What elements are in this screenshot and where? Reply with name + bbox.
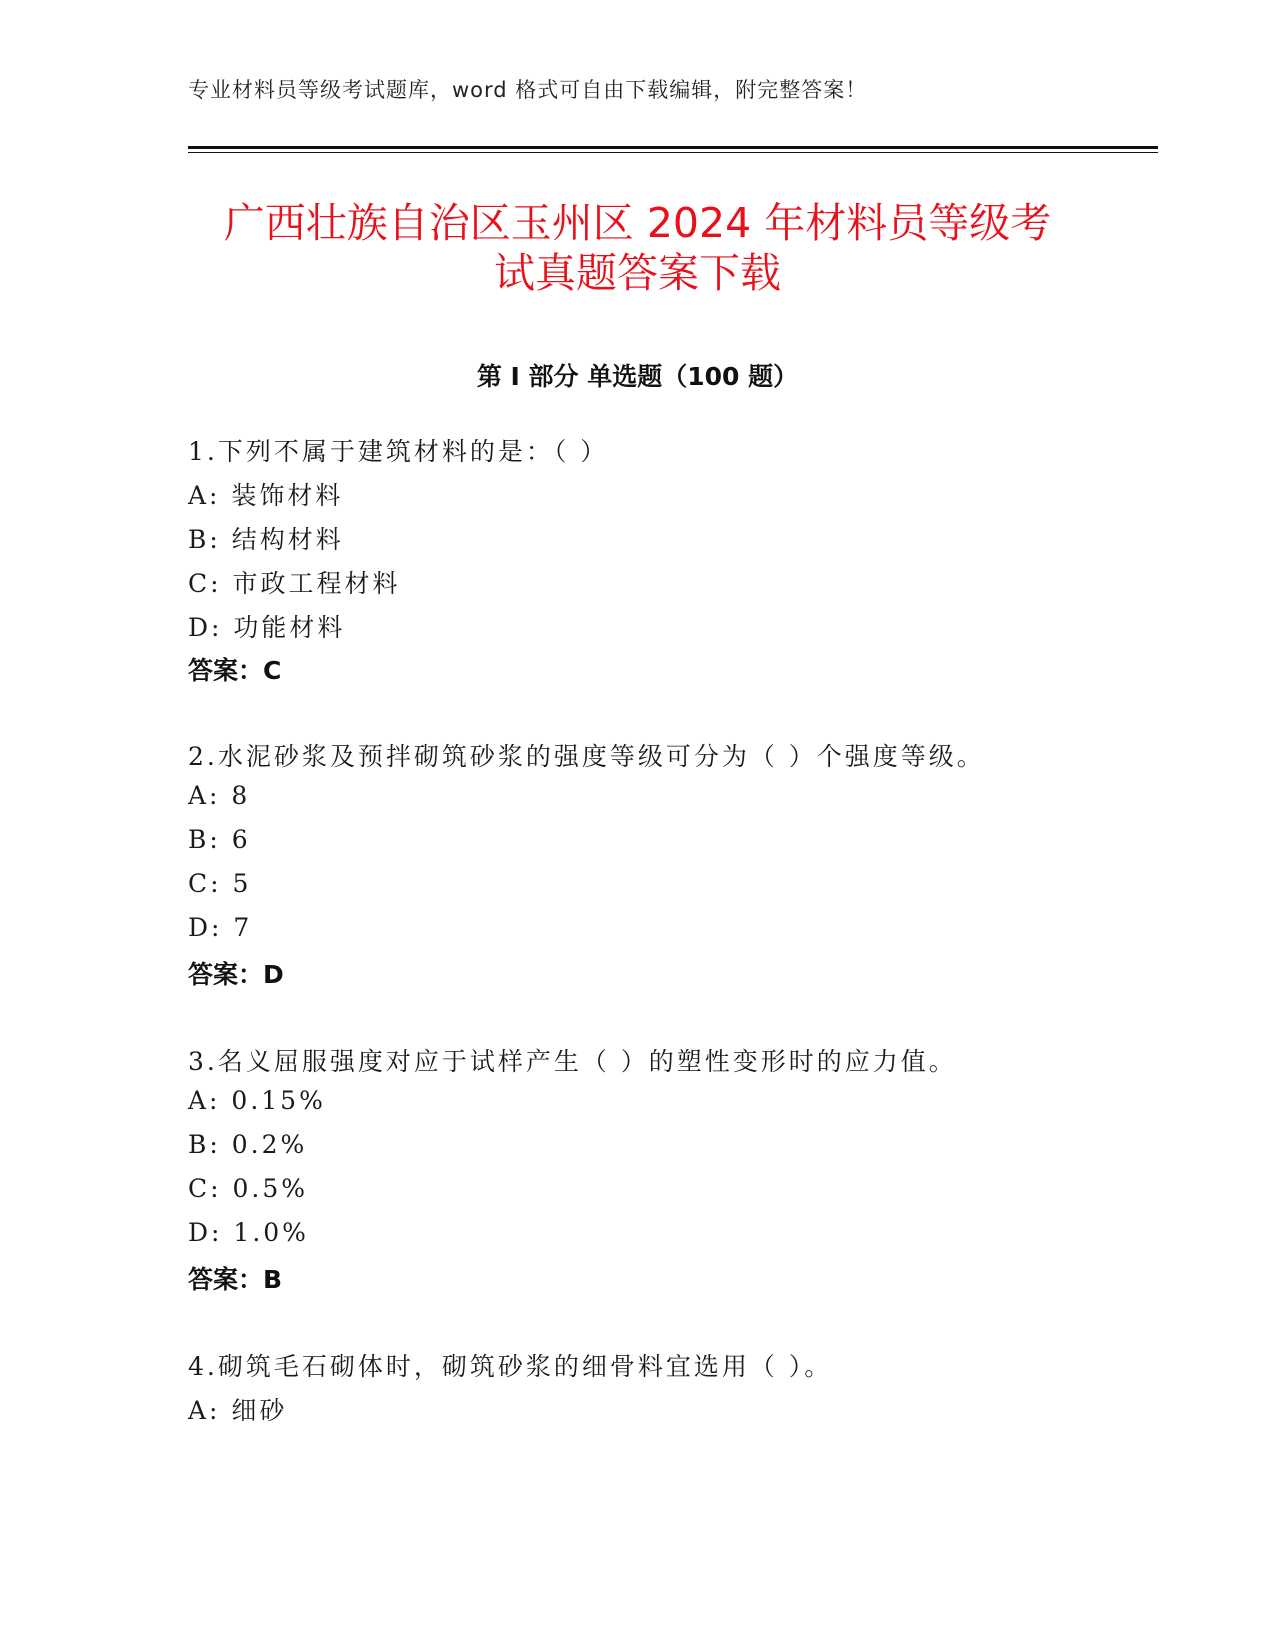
header-rule-thick [188, 146, 1158, 149]
question-2-option-a: A: 8 [188, 781, 251, 810]
question-1-option-a: A: 装饰材料 [188, 481, 344, 510]
question-4-stem: 4.砌筑毛石砌体时，砌筑砂浆的细骨料宜选用（ ）。 [188, 1352, 833, 1381]
question-3-option-d: D: 1.0% [188, 1218, 309, 1247]
question-2-option-b: B: 6 [188, 825, 251, 854]
title-line-2: 试真题答案下载 [494, 249, 781, 297]
question-3-option-c: C: 0.5% [188, 1174, 309, 1203]
question-3-option-a: A: 0.15% [188, 1086, 326, 1115]
question-1-option-d: D: 功能材料 [188, 613, 346, 642]
title-line-1: 广西壮族自治区玉州区 2024 年材料员等级考 [223, 199, 1052, 247]
question-2-answer: 答案：D [188, 960, 284, 989]
question-2-stem: 2.水泥砂浆及预拌砌筑砂浆的强度等级可分为（ ）个强度等级。 [188, 742, 985, 771]
question-1-stem: 1.下列不属于建筑材料的是：（ ） [188, 437, 609, 466]
header-rule-thin [188, 152, 1158, 153]
question-3-stem: 3.名义屈服强度对应于试样产生（ ）的塑性变形时的应力值。 [188, 1047, 957, 1076]
question-3-option-b: B: 0.2% [188, 1130, 308, 1159]
question-3-answer: 答案：B [188, 1265, 283, 1294]
header-note: 专业材料员等级考试题库，word 格式可自由下载编辑，附完整答案！ [188, 78, 868, 102]
question-1-answer: 答案：C [188, 656, 282, 685]
question-2-option-c: C: 5 [188, 869, 252, 898]
section-title: 第 I 部分 单选题（100 题） [476, 362, 799, 391]
document-title [150, 198, 1125, 298]
question-2-option-d: D: 7 [188, 913, 253, 942]
question-1-option-c: C: 市政工程材料 [188, 569, 401, 598]
question-1-option-b: B: 结构材料 [188, 525, 344, 554]
question-4-option-a: A: 细砂 [188, 1396, 288, 1425]
